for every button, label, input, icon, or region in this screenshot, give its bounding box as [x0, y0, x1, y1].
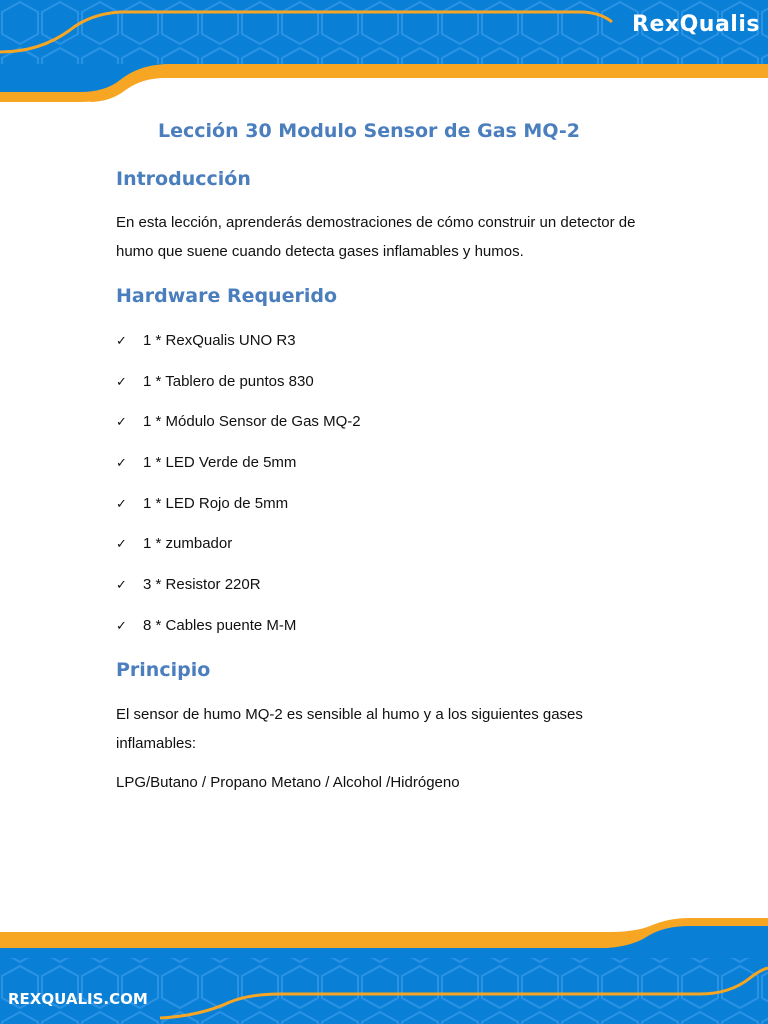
intro-line: humo que suene cuando detecta gases inflamables y humos.: [116, 243, 524, 260]
list-item-text: 1 * zumbador: [143, 535, 233, 553]
checkmark-icon: ✓: [116, 456, 127, 472]
principle-paragraph: [116, 700, 676, 758]
intro-line: En esta lección, aprenderás demostraciones de cómo construir un detector de: [116, 214, 636, 231]
checkmark-icon: ✓: [116, 618, 127, 634]
hardware-list: [116, 328, 361, 654]
checkmark-icon: ✓: [116, 578, 127, 594]
page-title: Lección 30 Modulo Sensor de Gas MQ-2: [158, 120, 580, 142]
list-item: [116, 572, 361, 613]
section-heading-hardware: Hardware Requerido: [116, 285, 338, 307]
list-item-text: 3 * Resistor 220R: [143, 576, 261, 594]
list-item: [116, 613, 361, 654]
footer-banner-graphic: [0, 918, 768, 1024]
checkmark-icon: ✓: [116, 334, 127, 349]
list-item-text: 1 * LED Rojo de 5mm: [143, 494, 289, 512]
list-item-text: 1 * Módulo Sensor de Gas MQ-2: [143, 413, 361, 431]
checkmark-icon: ✓: [116, 537, 127, 553]
list-item: [116, 531, 361, 572]
section-heading-principio: Principio: [116, 659, 211, 681]
section-heading-introduccion: Introducción: [116, 168, 251, 190]
list-item: [116, 491, 361, 532]
footer-banner: [0, 918, 768, 1024]
list-item: [116, 450, 361, 491]
intro-paragraph: [116, 208, 676, 266]
list-item: [116, 409, 361, 450]
checkmark-icon: ✓: [116, 496, 127, 512]
list-item: [116, 328, 361, 369]
rexqualis-logo: RexQualis: [632, 12, 760, 37]
checkmark-icon: ✓: [116, 415, 127, 431]
footer-website-link[interactable]: REXQUALIS.COM: [8, 990, 148, 1008]
list-item-text: 1 * LED Verde de 5mm: [143, 454, 297, 472]
list-item-text: 1 * RexQualis UNO R3: [143, 332, 296, 349]
principle-line: inflamables:: [116, 735, 197, 752]
principle-line: El sensor de humo MQ-2 es sensible al humo y a los siguientes gases: [116, 706, 583, 723]
gases-line: LPG/Butano / Propano Metano / Alcohol /Hidrógeno: [116, 774, 460, 791]
list-item-text: 1 * Tablero de puntos 830: [143, 372, 314, 390]
list-item-text: 8 * Cables puente M-M: [143, 616, 297, 634]
list-item: [116, 369, 361, 410]
checkmark-icon: ✓: [116, 374, 127, 390]
